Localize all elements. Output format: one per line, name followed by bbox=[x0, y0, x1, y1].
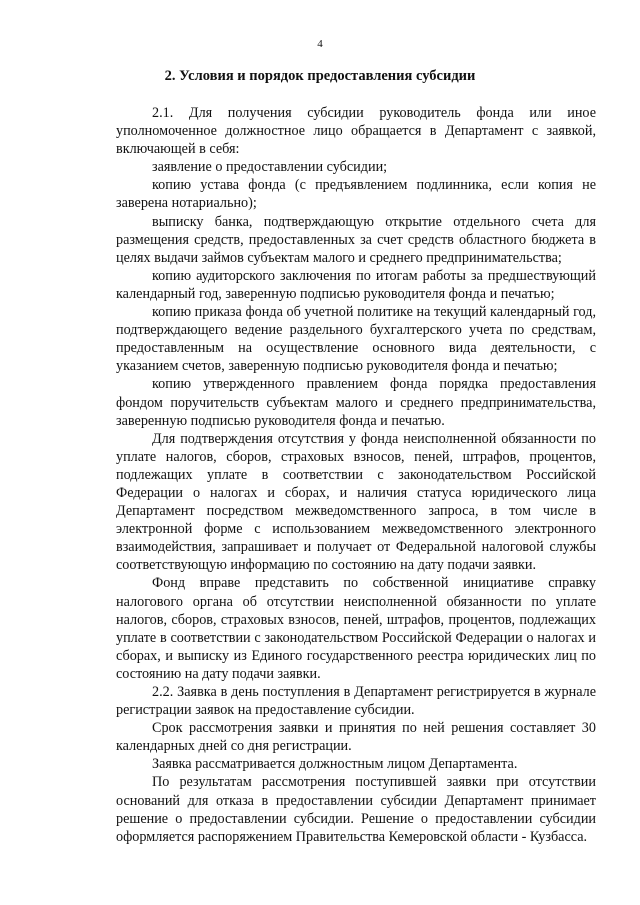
paragraph: 2.1. Для получения субсидии руководитель фонда или иное уполномоченное должностное лицо обращается в Департамент с заявкой, включающей в себя: bbox=[116, 105, 596, 158]
paragraph: Срок рассмотрения заявки и принятия по ней решения составляет 30 календарных дней со дня регистрации. bbox=[116, 720, 596, 755]
section-heading: 2. Условия и порядок предоставления субсидии bbox=[164, 68, 476, 84]
paragraph: По результатам рассмотрения поступившей заявки при отсутствии оснований для отказа в предоставлении субсидии Департамент принимает решение о предоставлении субсидии. Решение о предоставлении субсидии оформляется распоряжением Правительства Кемеровской области - Кузбасса. bbox=[116, 774, 596, 845]
paragraph: копию устава фонда (с предъявлением подлинника, если копия не заверена нотариально); bbox=[116, 177, 596, 212]
section-body bbox=[116, 104, 596, 846]
paragraph: копию аудиторского заключения по итогам работы за предшествующий календарный год, заверенную подписью руководителя фонда и печатью; bbox=[116, 267, 596, 302]
page-number: 4 bbox=[317, 38, 323, 50]
paragraph: выписку банка, подтверждающую открытие отдельного счета для размещения средств, предоставленных за счет средств областного бюджета в целях выдачи займов субъектам малого и среднего предпринимательства; bbox=[116, 213, 596, 266]
paragraph: копию утвержденного правлением фонда порядка предоставления фондом поручительств субъектам малого и среднего предпринимательства, заверенную подписью руководителя фонда и печатью. bbox=[116, 376, 596, 429]
paragraph: Заявка рассматривается должностным лицом Департамента. bbox=[152, 756, 518, 773]
paragraph: Фонд вправе представить по собственной инициативе справку налогового органа об отсутствии неисполненной обязанности по уплате налогов, сборов, страховых взносов, пеней, штрафов, процентов, подлежащих уплате в соответствии с законодательством Российской Федерации о налогах и сборах, и выписку из Единого государственного реестра юридических лиц по состоянию на дату подачи заявки. bbox=[116, 575, 596, 682]
paragraph: Для подтверждения отсутствия у фонда неисполненной обязанности по уплате налогов, сборов, страховых взносов, пеней, штрафов, процентов, подлежащих уплате в соответствии с законодательством Российской Федерации о налогах и сборах, и наличия статуса юридического лица Департамент посредством межведомственного запроса, в том числе в электронной форме с использованием межведомственного электронного взаимодействия, запрашивает и получает от Федеральной налоговой службы соответствующую информацию по состоянию на дату подачи заявки. bbox=[116, 430, 596, 574]
paragraph: копию приказа фонда об учетной политике на текущий календарный год, подтверждающего ведение раздельного бухгалтерского учета по средствам, предоставленным на осуществление основного вида деятельности, с указанием счетов, заверенную подписью руководителя фонда и печатью; bbox=[116, 304, 596, 375]
paragraph: заявление о предоставлении субсидии; bbox=[152, 159, 388, 176]
paragraph: 2.2. Заявка в день поступления в Департамент регистрируется в журнале регистрации заявок на предоставление субсидии. bbox=[116, 684, 596, 719]
